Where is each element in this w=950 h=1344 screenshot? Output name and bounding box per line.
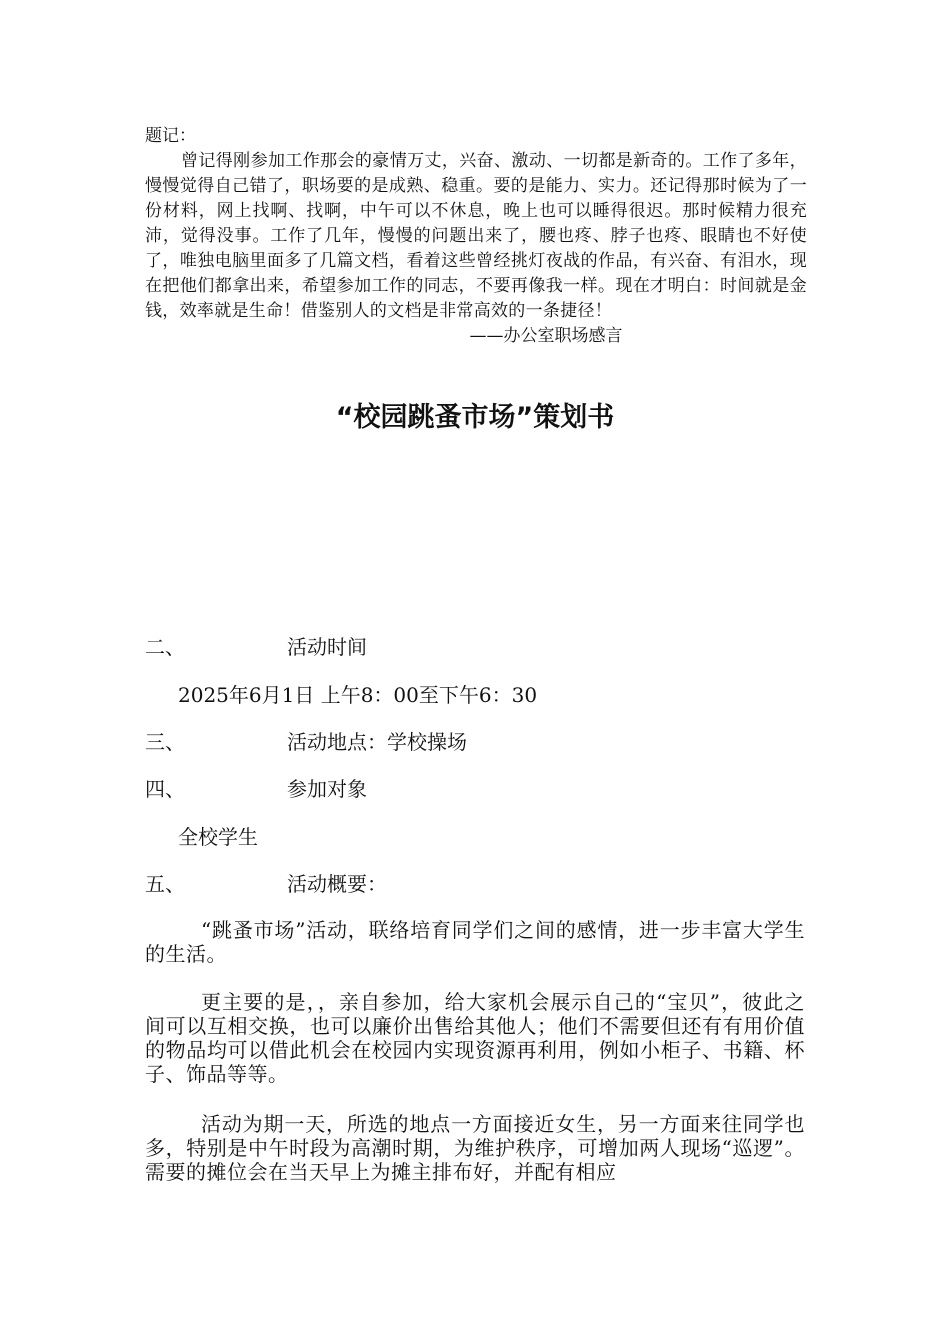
epigraph-body: 曾记得刚参加工作那会的豪情万丈，兴奋、激动、一切都是新奇的。工作了多年，慢慢觉得自己错了，职场要的是成熟、稳重。要的是能力、实力。还记得那时候为了一份材料，网上找啊、找啊，中午可以不休息，晚上也可以睡得很迟。那时候精力很充沛，觉得没事。工作了几年，慢慢的问题出来了，腰也疼、脖子也疼、眼睛也不好使了，唯独电脑里面多了几篇文档，看着这些曾经挑灯夜战的作品，有兴奋、有泪水，现在把他们都拿出来，希望参加工作的同志，不要再像我一样。现在才明白：时间就是金钱，效率就是生命！借鉴别人的文档是非常高效的一条捷径！ (145, 151, 807, 321)
section-heading-participants (145, 777, 805, 801)
time-value: 2025年6月1日 上午8：00至下午6：30 (178, 683, 538, 707)
participants-value: 全校学生 (178, 825, 258, 849)
epigraph-label: 题记： (145, 126, 196, 146)
section-number: 三、 (145, 730, 185, 754)
section-number: 二、 (145, 635, 185, 659)
section-label: 参加对象 (287, 777, 367, 801)
epigraph (145, 124, 807, 349)
section-label: 活动地点：学校操场 (287, 730, 467, 754)
epigraph-signature: ——办公室职场感言 (469, 326, 623, 346)
section-number: 四、 (145, 777, 185, 801)
section-number: 五、 (145, 872, 185, 896)
overview-paragraph: “跳蚤市场”活动，联络培育同学们之间的感情，进一步丰富大学生的生活。 (145, 918, 805, 966)
overview-paragraph: 更主要的是，，亲自参加，给大家机会展示自己的“宝贝”，彼此之间可以互相交换，也可以廉价出售给其他人；他们不需要但还有有用价值的物品均可以借此机会在校园内实现资源再利用，例如小柜子、书籍、杯子、饰品等等。 (145, 990, 805, 1086)
section-heading-place (145, 730, 805, 754)
overview-paragraph: 活动为期一天，所选的地点一方面接近女生，另一方面来往同学也多，特别是中午时段为高潮时期，为维护秩序，可增加两人现场“巡逻”。需要的摊位会在当天早上为摊主排布好，并配有相应 (145, 1112, 805, 1184)
section-label: 活动时间 (287, 635, 367, 659)
document-title: “校园跳蚤市场”策划书 (335, 402, 615, 433)
section-heading-overview (145, 872, 805, 896)
section-heading-time (145, 635, 805, 659)
section-label: 活动概要： (287, 872, 387, 896)
